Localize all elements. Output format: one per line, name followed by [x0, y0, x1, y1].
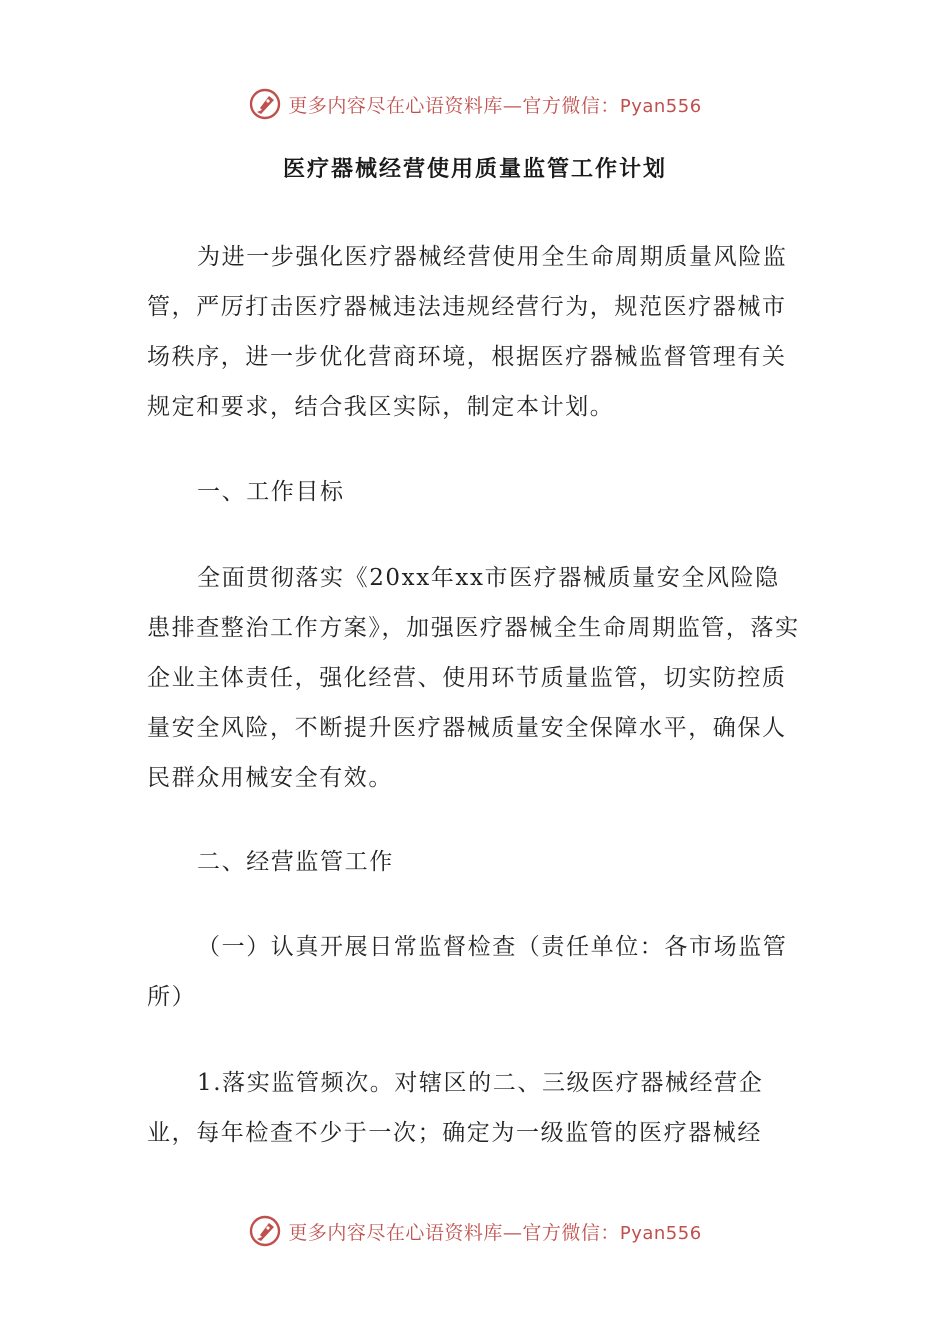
item-paragraph-frequency: 1.落实监管频次。对辖区的二、三级医疗器械经营企业，每年检查不少于一次；确定为一级监管的医疗器械经 [147, 1070, 764, 1146]
banner-text: 更多内容尽在心语资料库—官方微信：Pyan556 [288, 94, 702, 117]
banner-text: 更多内容尽在心语资料库—官方微信：Pyan556 [288, 1221, 702, 1244]
header-banner [0, 82, 950, 126]
goals-paragraph: 全面贯彻落实《20xx年xx市医疗器械质量安全风险隐患排查整治工作方案》，加强医疗器械全生命周期监管，落实企业主体责任，强化经营、使用环节质量监管，切实防控质量安全风险，不断提升医疗器械质量安全保障水平，确保人民群众用械安全有效。 [147, 565, 800, 791]
footer-banner [0, 1209, 950, 1253]
section-heading-goals: 一、工作目标 [197, 479, 345, 505]
pen-nib-seal-icon [248, 1214, 282, 1248]
pen-nib-seal-icon [248, 87, 282, 121]
intro-paragraph: 为进一步强化医疗器械经营使用全生命周期质量风险监管，严厉打击医疗器械违法违规经营行为，规范医疗器械市场秩序，进一步优化营商环境，根据医疗器械监督管理有关规定和要求，结合我区实际，制定本计划。 [147, 244, 788, 420]
section-heading-supervision: 二、经营监管工作 [197, 849, 394, 875]
subsection-heading-inspection: （一）认真开展日常监督检查（责任单位：各市场监管所） [147, 934, 788, 1010]
page-title: 医疗器械经营使用质量监管工作计划 [282, 157, 667, 182]
